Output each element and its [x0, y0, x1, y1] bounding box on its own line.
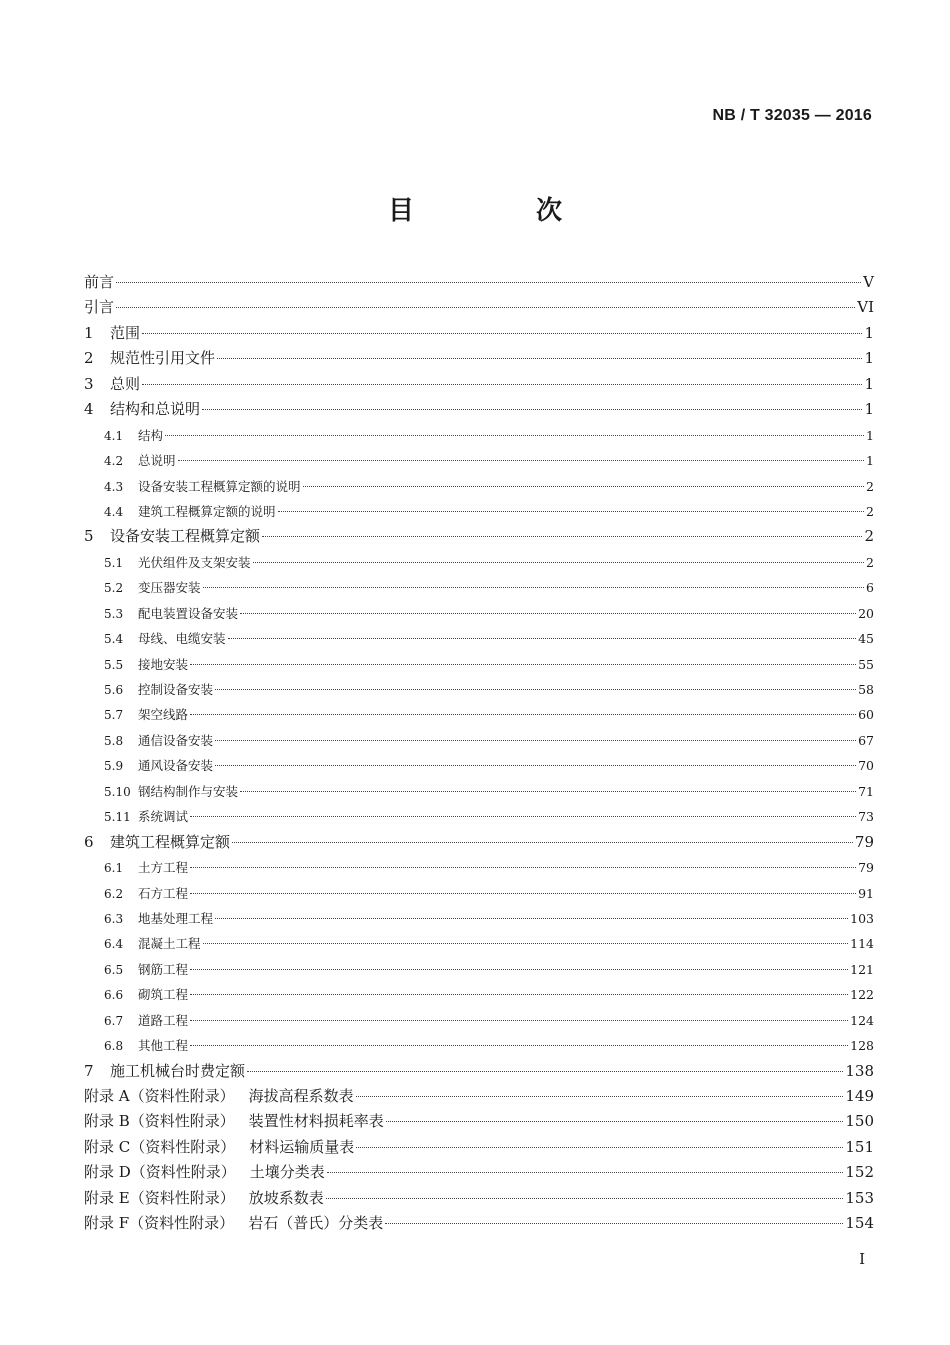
- toc-entry-label: 地基处理工程: [138, 910, 214, 926]
- toc-entry-page: 2: [864, 527, 874, 546]
- toc-entry-label: 引言: [84, 298, 115, 317]
- toc-entry-number: 4.3: [104, 479, 124, 494]
- toc-entry-label: 钢结构制作与安装: [138, 783, 239, 799]
- toc-dot-leader: [178, 460, 865, 461]
- toc-dot-leader: [190, 1045, 848, 1046]
- toc-dot-leader: [303, 486, 865, 487]
- toc-entry[interactable]: [84, 372, 874, 397]
- toc-entry-label: 钢筋工程: [138, 961, 189, 977]
- toc-entry-page: 20: [858, 605, 874, 621]
- toc-entry-label: 其他工程: [138, 1038, 189, 1054]
- toc-entry-number: 5.2: [104, 581, 124, 596]
- toc-dot-leader: [203, 943, 849, 944]
- toc-entry-label: 变压器安装: [138, 580, 201, 596]
- toc-entry-page: 154: [845, 1214, 874, 1233]
- toc-entry[interactable]: [84, 346, 874, 371]
- toc-entry[interactable]: [84, 270, 874, 295]
- toc-entry-page: 55: [858, 656, 874, 672]
- toc-dot-leader: [116, 282, 861, 283]
- toc-entry-page: 149: [845, 1087, 874, 1105]
- toc-entry[interactable]: [84, 881, 874, 906]
- toc-entry-label: 通信设备安装: [138, 732, 214, 748]
- toc-dot-leader: [202, 409, 862, 410]
- toc-entry[interactable]: [84, 601, 874, 626]
- toc-dot-leader: [142, 333, 862, 334]
- toc-entry-page: 60: [858, 707, 874, 723]
- toc-entry[interactable]: [84, 931, 874, 956]
- toc-dot-leader: [142, 384, 862, 385]
- toc-entry-number: 附录 E（资料性附录）: [84, 1188, 235, 1207]
- toc-entry-label: 石方工程: [138, 885, 189, 901]
- toc-entry-page: 1: [864, 349, 874, 368]
- toc-entry-number: 附录 C（资料性附录）: [84, 1137, 236, 1156]
- toc-dot-leader: [190, 714, 856, 715]
- toc-entry-number: 附录 A（资料性附录）: [84, 1087, 235, 1105]
- toc-dot-leader: [190, 664, 856, 665]
- toc-entry-page: 67: [858, 732, 874, 748]
- toc-entry[interactable]: [84, 830, 874, 855]
- toc-entry-page: 70: [858, 758, 874, 774]
- toc-dot-leader: [190, 1020, 848, 1021]
- toc-entry-number: 5: [84, 527, 94, 546]
- toc-dot-leader: [190, 893, 856, 894]
- toc-entry-label: 光伏组件及支架安装: [138, 554, 251, 570]
- toc-entry-label: 混凝土工程: [138, 936, 201, 952]
- toc-dot-leader: [278, 511, 865, 512]
- toc-entry-page: 2: [866, 478, 874, 494]
- toc-entry[interactable]: [84, 474, 874, 499]
- toc-entry-page: 1: [866, 427, 874, 443]
- toc-entry[interactable]: [84, 448, 874, 473]
- toc-entry-page: V: [863, 273, 874, 291]
- toc-entry-number: 4.2: [104, 454, 124, 469]
- toc-dot-leader: [232, 842, 853, 843]
- toc-entry-page: 71: [858, 783, 874, 799]
- toc-entry[interactable]: [84, 702, 874, 727]
- toc-entry-number: 4.1: [104, 428, 124, 443]
- toc-entry-label: 前言: [84, 273, 115, 291]
- table-of-contents: [84, 270, 874, 1237]
- toc-entry-page: 138: [845, 1061, 874, 1080]
- toc-dot-leader: [190, 969, 848, 970]
- toc-entry-label: 土壤分类表: [249, 1163, 325, 1182]
- toc-entry[interactable]: [84, 397, 874, 422]
- toc-entry-label: 范围: [110, 323, 141, 342]
- toc-entry-page: 73: [858, 809, 874, 825]
- toc-entry-number: 6.5: [104, 962, 124, 977]
- toc-entry[interactable]: [84, 652, 874, 677]
- toc-dot-leader: [215, 689, 856, 690]
- toc-entry-number: 5.5: [104, 657, 124, 672]
- toc-entry-page: 1: [864, 400, 874, 419]
- toc-entry[interactable]: [84, 1186, 874, 1211]
- toc-dot-leader: [240, 791, 856, 792]
- toc-entry-label: 岩石（普氏）分类表: [248, 1214, 384, 1233]
- toc-entry-page: 2: [866, 554, 874, 570]
- toc-entry-page: 114: [850, 936, 874, 952]
- toc-entry[interactable]: [84, 779, 874, 804]
- toc-entry-label: 建筑工程概算定额的说明: [138, 503, 276, 519]
- toc-entry-page: 121: [850, 961, 874, 977]
- toc-entry-number: 6.6: [104, 988, 124, 1003]
- toc-entry-page: 79: [858, 860, 874, 876]
- toc-dot-leader: [356, 1096, 844, 1097]
- toc-dot-leader: [190, 867, 856, 868]
- toc-entry-number: 6.4: [104, 937, 124, 952]
- toc-entry-label: 结构: [138, 427, 164, 443]
- toc-entry-number: 3: [84, 374, 94, 393]
- toc-entry-label: 总则: [110, 374, 141, 393]
- toc-entry[interactable]: [84, 1059, 874, 1084]
- toc-entry-label: 海拔高程系数表: [248, 1087, 354, 1105]
- toc-entry-number: 5.4: [104, 632, 124, 647]
- toc-dot-leader: [215, 765, 856, 766]
- page-title: 目 次: [387, 196, 610, 226]
- toc-entry-label: 总说明: [138, 453, 176, 469]
- toc-entry-label: 材料运输质量表: [249, 1137, 355, 1156]
- toc-entry-label: 通风设备安装: [138, 758, 214, 774]
- toc-entry-page: 122: [850, 987, 874, 1003]
- toc-dot-leader: [326, 1198, 844, 1199]
- toc-entry-page: 153: [845, 1188, 874, 1207]
- toc-entry-number: 5.1: [104, 555, 124, 570]
- page-number: I: [859, 1250, 865, 1268]
- toc-entry[interactable]: [84, 1109, 874, 1134]
- toc-entry-label: 接地安装: [138, 656, 189, 672]
- toc-entry[interactable]: [84, 753, 874, 778]
- toc-entry-number: 6.7: [104, 1013, 124, 1028]
- toc-dot-leader: [228, 638, 857, 639]
- toc-entry-page: 124: [850, 1012, 874, 1028]
- toc-dot-leader: [215, 918, 848, 919]
- toc-entry-number: 5.11: [104, 810, 131, 825]
- toc-dot-leader: [165, 435, 864, 436]
- toc-entry-page: 128: [850, 1038, 874, 1054]
- toc-entry-page: 2: [866, 503, 874, 519]
- toc-entry-label: 砌筑工程: [138, 987, 189, 1003]
- toc-entry-label: 结构和总说明: [110, 400, 201, 419]
- toc-entry[interactable]: [84, 1033, 874, 1058]
- toc-entry[interactable]: [84, 982, 874, 1007]
- toc-entry-page: 91: [858, 885, 874, 901]
- toc-entry-label: 配电装置设备安装: [138, 605, 239, 621]
- toc-dot-leader: [190, 816, 856, 817]
- toc-entry-label: 规范性引用文件: [110, 349, 216, 368]
- toc-entry-page: 79: [854, 832, 874, 851]
- toc-dot-leader: [262, 536, 862, 537]
- toc-entry[interactable]: [84, 804, 874, 829]
- toc-dot-leader: [385, 1223, 843, 1224]
- toc-entry-page: 103: [850, 910, 874, 926]
- toc-entry-number: 5.7: [104, 708, 124, 723]
- toc-entry-number: 附录 B（资料性附录）: [84, 1112, 235, 1131]
- toc-dot-leader: [217, 358, 862, 359]
- toc-entry[interactable]: [84, 423, 874, 448]
- toc-entry-label: 系统调试: [138, 809, 189, 825]
- toc-entry[interactable]: [84, 957, 874, 982]
- toc-entry[interactable]: [84, 524, 874, 549]
- toc-entry-label: 施工机械台时费定额: [110, 1061, 246, 1080]
- toc-entry-number: 6: [84, 832, 94, 851]
- toc-entry-number: 附录 D（资料性附录）: [84, 1163, 236, 1182]
- toc-entry[interactable]: [84, 677, 874, 702]
- toc-entry[interactable]: [84, 499, 874, 524]
- toc-entry-label: 道路工程: [138, 1012, 189, 1028]
- toc-entry-page: 151: [845, 1137, 874, 1156]
- toc-entry-number: 2: [84, 349, 94, 368]
- toc-entry-label: 建筑工程概算定额: [110, 832, 231, 851]
- toc-dot-leader: [327, 1172, 844, 1173]
- toc-entry-number: 4.4: [104, 504, 124, 519]
- toc-entry-page: 58: [858, 682, 874, 697]
- toc-entry[interactable]: [84, 728, 874, 753]
- toc-entry[interactable]: [84, 626, 874, 651]
- toc-entry[interactable]: [84, 1211, 874, 1236]
- standard-code: NB / T 32035 — 2016: [712, 107, 872, 124]
- toc-entry[interactable]: [84, 1084, 874, 1109]
- toc-entry-page: 152: [845, 1163, 874, 1182]
- toc-dot-leader: [247, 1071, 843, 1072]
- toc-entry-label: 设备安装工程概算定额的说明: [138, 478, 301, 494]
- toc-entry[interactable]: [84, 1160, 874, 1185]
- toc-entry-label: 土方工程: [138, 860, 189, 876]
- toc-entry[interactable]: [84, 575, 874, 600]
- toc-entry-page: VI: [857, 298, 874, 317]
- toc-entry[interactable]: [84, 321, 874, 346]
- toc-entry-number: 5.9: [104, 759, 124, 774]
- toc-entry-number: 附录 F（资料性附录）: [84, 1214, 235, 1233]
- toc-entry[interactable]: [84, 295, 874, 320]
- toc-entry-number: 5.10: [104, 784, 131, 799]
- toc-entry-label: 母线、电缆安装: [138, 631, 226, 647]
- toc-entry-label: 装置性材料损耗率表: [248, 1112, 384, 1131]
- toc-entry-number: 1: [84, 323, 94, 342]
- toc-entry-page: 150: [845, 1112, 874, 1131]
- toc-entry-label: 设备安装工程概算定额: [110, 527, 261, 546]
- toc-entry[interactable]: [84, 1008, 874, 1033]
- toc-entry-number: 6.8: [104, 1039, 124, 1054]
- toc-dot-leader: [190, 994, 848, 995]
- toc-entry-number: 6.1: [104, 861, 124, 876]
- toc-entry-page: 1: [864, 323, 874, 342]
- toc-entry-page: 45: [858, 631, 874, 647]
- toc-entry-page: 1: [866, 453, 874, 469]
- toc-entry-number: 6.2: [104, 886, 124, 901]
- toc-entry[interactable]: [84, 855, 874, 880]
- toc-entry-number: 4: [84, 400, 94, 419]
- toc-entry-page: 6: [866, 580, 874, 596]
- toc-entry-number: 5.3: [104, 606, 124, 621]
- toc-entry[interactable]: [84, 1135, 874, 1160]
- toc-entry-label: 架空线路: [138, 707, 189, 723]
- toc-entry[interactable]: [84, 550, 874, 575]
- toc-dot-leader: [203, 587, 865, 588]
- toc-dot-leader: [116, 307, 855, 308]
- toc-dot-leader: [215, 740, 856, 741]
- toc-entry-page: 1: [864, 374, 874, 393]
- toc-dot-leader: [240, 613, 856, 614]
- toc-entry-label: 控制设备安装: [138, 682, 214, 697]
- toc-entry[interactable]: [84, 906, 874, 931]
- toc-entry-label: 放坡系数表: [248, 1188, 324, 1207]
- toc-dot-leader: [253, 562, 865, 563]
- toc-dot-leader: [386, 1121, 844, 1122]
- toc-entry-number: 5.8: [104, 733, 124, 748]
- toc-entry-number: 7: [84, 1061, 94, 1080]
- toc-dot-leader: [356, 1147, 843, 1148]
- toc-entry-number: 6.3: [104, 911, 124, 926]
- toc-entry-number: 5.6: [104, 683, 124, 697]
